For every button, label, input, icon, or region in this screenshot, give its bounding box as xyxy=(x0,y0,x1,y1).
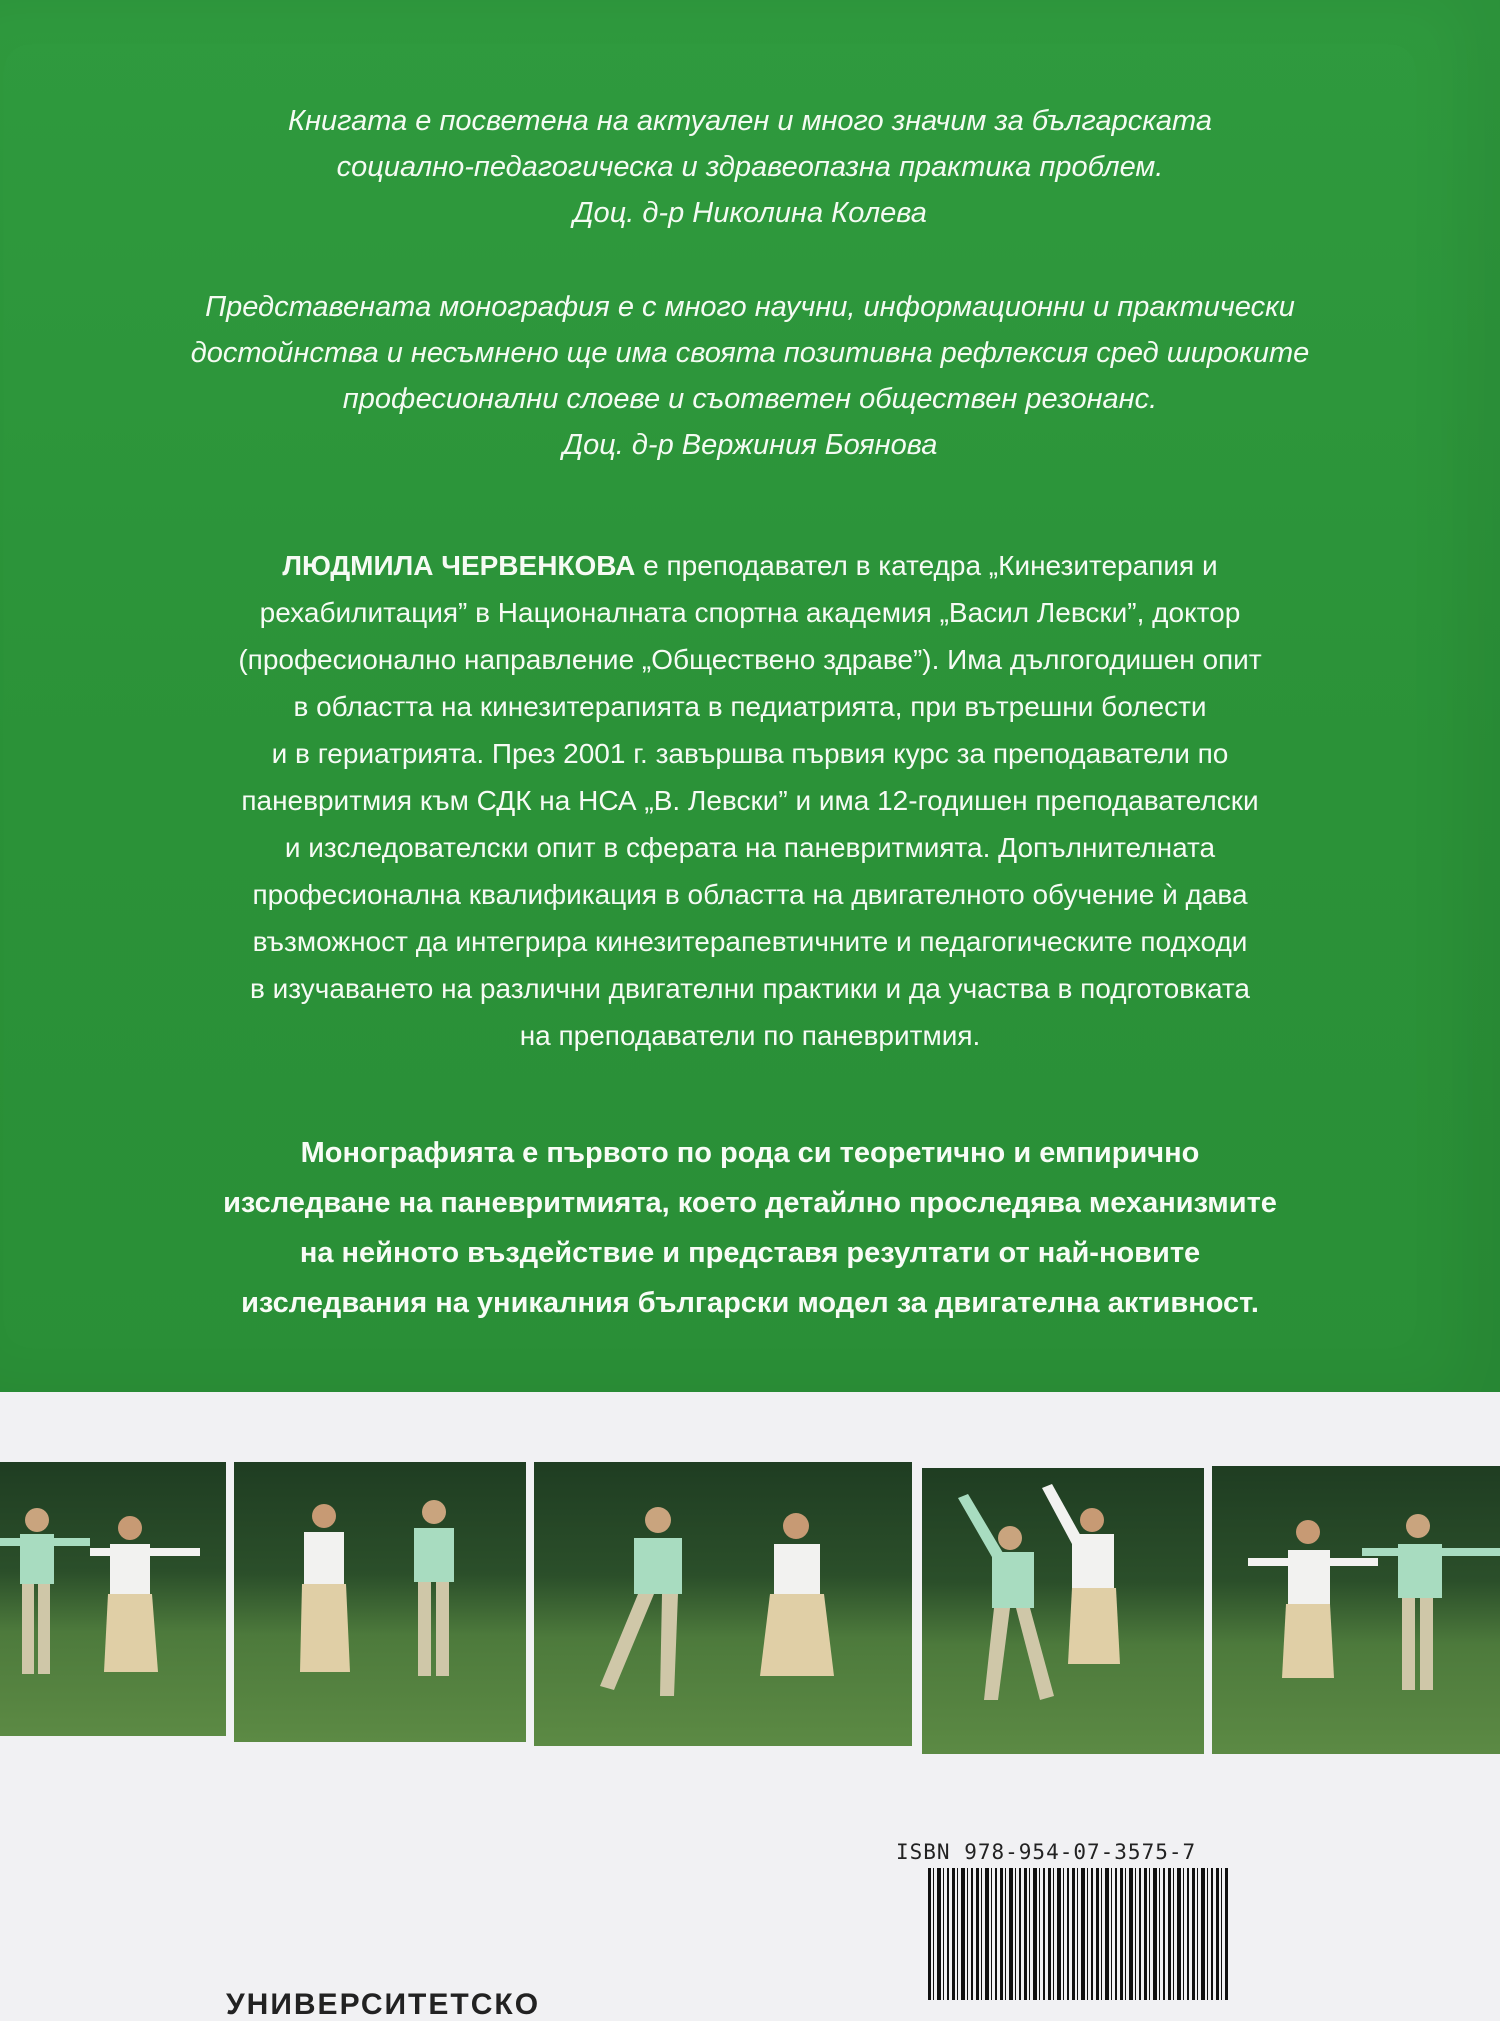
publisher-name: УНИВЕРСИТЕТСКО xyxy=(226,1988,541,2021)
quote-author: Доц. д-р Николина Колева xyxy=(573,197,927,229)
quote-line: социално-педагогическа и здравеопазна практика проблем. xyxy=(336,151,1164,183)
bio-line: възможност да интегрира кинезитерапевтичните и педагогическите подходи xyxy=(252,926,1248,957)
author-name: ЛЮДМИЛА ЧЕРВЕНКОВА xyxy=(282,550,636,581)
exercise-photo-strip xyxy=(0,1460,1500,1750)
bio-line: рехабилитация” в Националната спортна академия „Васил Левски”, доктор xyxy=(259,597,1241,628)
exercise-photo-5 xyxy=(1212,1466,1500,1754)
bio-line: професионална квалификация в областта на двигателното обучение ѝ дава xyxy=(252,879,1248,910)
exercise-photo-2 xyxy=(234,1462,526,1742)
summary-line: Монографията е първото по рода си теоретично и емпирично xyxy=(300,1137,1200,1169)
dancers-illustration xyxy=(1212,1466,1500,1754)
dancers-illustration xyxy=(534,1462,912,1746)
exercise-photo-4 xyxy=(922,1468,1204,1754)
bio-line-text: е преподавател в катедра „Кинезитерапия и xyxy=(635,550,1218,581)
bio-line: на преподаватели по паневритмия. xyxy=(519,1020,981,1051)
bio-line: и изследователски опит в сферата на паневритмията. Допълнителната xyxy=(284,832,1216,863)
dancers-illustration xyxy=(922,1468,1204,1754)
quote-line: Представената монография е с много научни, информационни и практически xyxy=(205,291,1295,323)
dancers-illustration xyxy=(234,1462,526,1742)
quote-line: достойнства и несъмнено ще има своята позитивна рефлексия сред широките xyxy=(190,337,1310,369)
review-quote-boyanova xyxy=(90,284,1410,468)
summary-line: изследване на паневритмията, което детайлно проследява механизмите xyxy=(223,1187,1277,1219)
exercise-photo-3 xyxy=(534,1462,912,1746)
bio-line: (професионално направление „Обществено здраве”). Има дългогодишен опит xyxy=(238,644,1262,675)
quote-line: Книгата е посветена на актуален и много значим за българската xyxy=(287,105,1212,137)
summary-line: изследвания на уникалния български модел за двигателна активност. xyxy=(241,1287,1259,1319)
bio-line xyxy=(130,542,1370,589)
quote-line: професионални слоеве и съответен обществен резонанс. xyxy=(342,383,1158,415)
review-quote-koleva xyxy=(90,98,1410,236)
exercise-photo-1 xyxy=(0,1462,226,1736)
barcode xyxy=(928,1868,1228,2000)
author-biography xyxy=(130,542,1370,1059)
summary-line: на нейното въздействие и представя резултати от най-новите xyxy=(299,1237,1201,1269)
bio-line: в изучаването на различни двигателни практики и да участва в подготовката xyxy=(249,973,1250,1004)
monograph-summary xyxy=(100,1128,1400,1328)
dancers-illustration xyxy=(0,1462,226,1736)
bio-line: и в гериатрията. През 2001 г. завършва първия курс за преподаватели по xyxy=(271,738,1229,769)
bio-line: паневритмия към СДК на НСА „В. Левски” и има 12-годишен преподавателски xyxy=(241,785,1259,816)
quote-author: Доц. д-р Вержиния Боянова xyxy=(562,429,938,461)
bio-line: в областта на кинезитерапията в педиатрията, при вътрешни болести xyxy=(293,691,1207,722)
isbn-number: ISBN 978-954-07-3575-7 xyxy=(896,1840,1197,1864)
